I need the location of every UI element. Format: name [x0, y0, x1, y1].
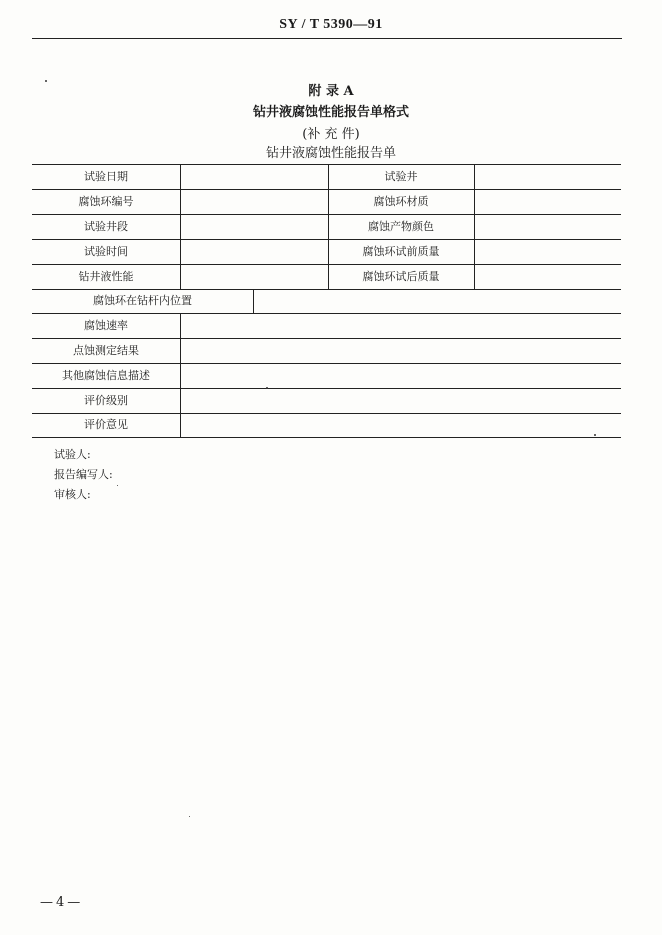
label-product-color: 腐蚀产物颜色	[368, 220, 434, 233]
label-ring-number: 腐蚀环编号	[78, 195, 134, 208]
label-ring-position: 腐蚀环在钻杆内位置	[93, 294, 192, 307]
appendix-label: 附 录 A	[308, 84, 354, 99]
scan-speck	[266, 387, 268, 389]
column-divider	[474, 164, 475, 289]
header-divider	[32, 38, 622, 39]
appendix-title: 钻井液腐蚀性能报告单格式	[252, 105, 409, 120]
tester-label: 试验人:	[54, 448, 91, 461]
corrosion-report-form	[32, 164, 621, 438]
label-mass-before: 腐蚀环试前质量	[362, 245, 440, 258]
label-fluid-properties: 钻井液性能	[78, 270, 134, 283]
column-divider	[253, 289, 254, 313]
label-ring-material: 腐蚀环材质	[373, 195, 429, 208]
label-evaluation-comment: 评价意见	[84, 418, 128, 431]
page-number: — 4 —	[40, 895, 82, 910]
scan-speck	[117, 485, 118, 486]
signature-block	[54, 445, 113, 505]
form-border-bottom	[32, 437, 621, 438]
scan-speck	[189, 816, 190, 817]
reviewer-label: 审核人:	[54, 488, 91, 501]
label-pitting-result: 点蚀测定结果	[73, 344, 139, 357]
column-divider	[180, 313, 181, 437]
scan-speck	[594, 434, 596, 436]
label-test-duration: 试验时间	[84, 245, 128, 258]
standard-number: SY / T 5390—91	[279, 17, 383, 32]
label-mass-after: 腐蚀环试后质量	[362, 270, 440, 283]
label-test-interval: 试验井段	[84, 220, 128, 233]
label-corrosion-rate: 腐蚀速率	[84, 319, 128, 332]
label-test-well: 试验井	[384, 170, 418, 183]
writer-label: 报告编写人:	[54, 468, 113, 481]
label-rating-level: 评价级别	[84, 394, 128, 407]
scan-speck	[45, 80, 47, 82]
appendix-note: (补 充 件)	[302, 127, 360, 142]
column-divider	[180, 164, 181, 289]
label-test-date: 试验日期	[84, 170, 128, 183]
label-other-info: 其他腐蚀信息描述	[62, 369, 150, 382]
form-title: 钻井液腐蚀性能报告单	[265, 146, 396, 161]
page-number-value: 4	[56, 895, 66, 910]
